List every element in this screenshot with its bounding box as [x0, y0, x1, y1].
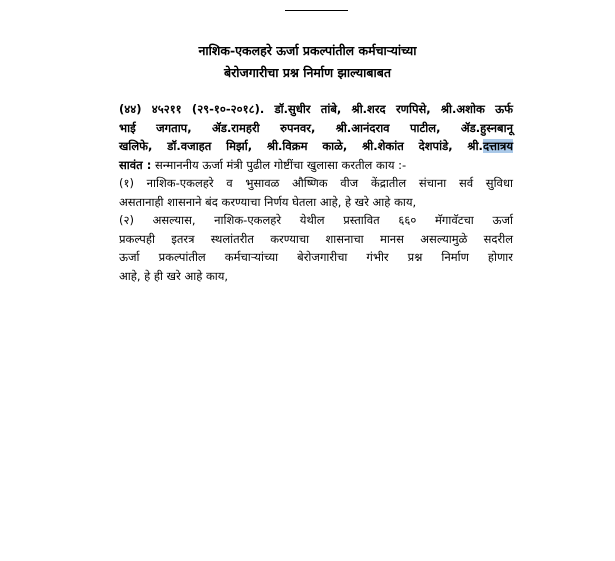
- question-block: [119, 100, 513, 285]
- question-intro-line-1: (४४) ४५२११ (२९-१०-२०१८). डॉ.सुधीर तांबे, श्री.शरद रणपिसे, श्री.अशोक ऊर्फ: [119, 102, 513, 116]
- question-intro-line-2: भाई जगताप, ॲड.रामहरी रुपनवर, श्री.आनंदराव पाटील, ॲड.हुस्नबानू: [119, 120, 513, 135]
- item-1-line-1: (१) नाशिक-एकलहरे व भुसावळ औष्णिक वीज केंद्रातील संचाना सर्व सुविधा: [119, 176, 513, 190]
- item-1-line-2: असतानाही शासनाने बंद करण्याचा निर्णय घेतला आहे, हे खरे आहे काय,: [119, 194, 417, 209]
- last-member-name: सावंत :: [119, 157, 152, 172]
- members-list-tail: खलिफे, डॉ.वजाहत मिर्झा, श्री.विक्रम काळे, श्री.शेकांत देशपांडे, श्री.: [119, 139, 483, 153]
- item-2-line-3: ऊर्जा प्रकल्पांतील कर्मचाऱ्यांच्या बेरोजगारीचा गंभीर प्रश्न निर्माण होणार: [119, 250, 513, 264]
- question-intro-line-3: [119, 137, 513, 156]
- item-2-line-4: आहे, हे ही खरे आहे काय,: [119, 268, 229, 283]
- item-2-line-1: (२) असल्यास, नाशिक-एकलहरे येथील प्रस्तावित ६६० मॅगावॅटचा ऊर्जा: [119, 213, 513, 227]
- question-intro-line-4: [119, 156, 513, 175]
- item-2-line-2: प्रकल्पही इतरत्र स्थलांतरीत करण्याचा शासनाचा मानस असल्यामुळे सदरील: [119, 231, 513, 246]
- highlighted-name: दत्तात्रय: [482, 139, 513, 153]
- minister-prompt: सन्माननीय ऊर्जा मंत्री पुढील गोष्टींचा खुलासा करतील काय :-: [151, 157, 407, 172]
- document-title-line-1: नाशिक-एकलहरे ऊर्जा प्रकल्पांतील कर्मचाऱ्यांच्या: [198, 43, 417, 58]
- top-rule: [285, 10, 348, 11]
- document-title-line-2: बेरोजगारीचा प्रश्न निर्माण झाल्याबाबत: [223, 65, 392, 80]
